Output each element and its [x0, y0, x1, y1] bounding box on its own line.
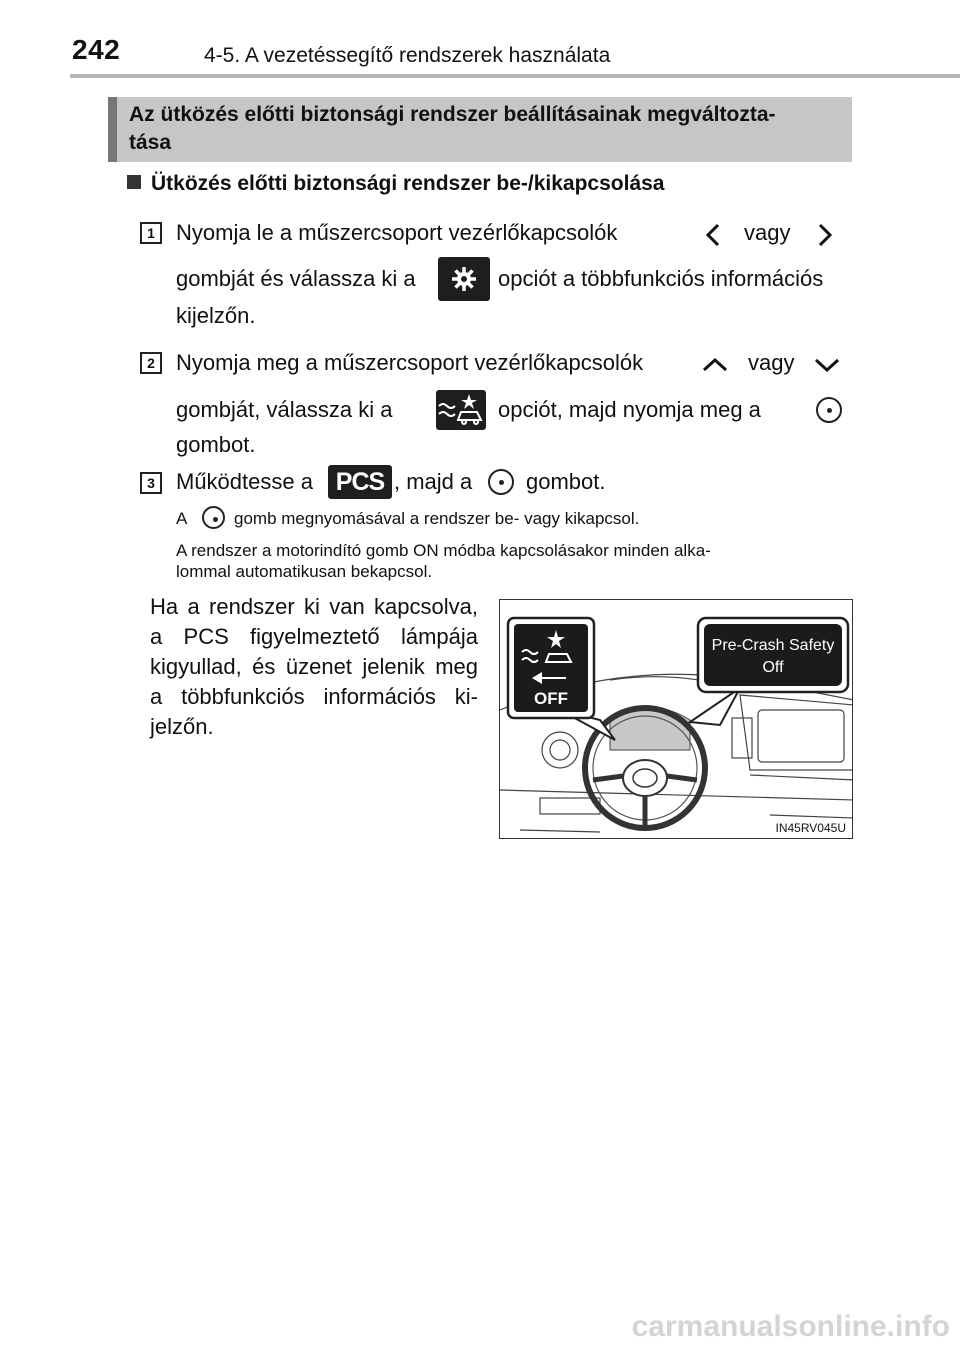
figure-code: IN45RV045U: [775, 821, 846, 835]
body-line-2: a PCS figyelmeztető lámpája: [150, 624, 478, 649]
chevron-up-icon: [702, 357, 728, 373]
step-1-line-3: kijelzőn.: [176, 303, 256, 328]
step-1-line-2: [176, 259, 852, 299]
step-number-3: 3: [140, 472, 162, 494]
pcs-car-icon: [436, 390, 486, 430]
chapter-title: 4-5. A vezetéssegítő rendszerek használata: [204, 44, 611, 67]
note-2-line-2: lommal automatikusan bekapcsol.: [176, 562, 433, 581]
step-2-line-2: [176, 390, 852, 430]
chevron-down-icon: [814, 357, 840, 373]
section-title-line1: Az ütközés előtti biztonsági rendszer beállításainak megváltozta-: [129, 103, 776, 126]
figure-off-text: OFF: [534, 689, 568, 708]
note-2-line-1: A rendszer a motorindító gomb ON módba kapcsolásakor minden alka-: [176, 541, 711, 560]
figure-message-line-1: Pre-Crash Safety: [711, 637, 835, 654]
figure-message-line-2: Off: [762, 659, 784, 676]
step-1-line-1: [176, 213, 848, 253]
body-line-1: Ha a rendszer ki van kapcsolva,: [150, 594, 478, 619]
ok-button-icon: [816, 397, 842, 423]
section-title-line2: tása: [129, 131, 172, 154]
body-text: [150, 592, 478, 742]
step-1-text-c: gombját és válassza ki a: [176, 266, 416, 291]
ok-button-icon: [202, 506, 225, 529]
step-number-1: 1: [140, 222, 162, 244]
ok-button-icon: [488, 469, 514, 495]
chevron-right-icon: [816, 223, 834, 247]
chevron-left-icon: [704, 223, 722, 247]
page-number: 242: [72, 34, 121, 65]
step-2-line-3: gombot.: [176, 432, 256, 457]
step-2-line-1: [176, 343, 848, 383]
dashboard-figure: [499, 599, 853, 839]
watermark: carmanualsonline.info: [631, 1310, 950, 1343]
gear-icon: [438, 257, 490, 301]
step-3-text-b: , majd a: [394, 469, 473, 494]
pcs-icon: PCS: [328, 465, 392, 499]
step-3-line-1: [176, 462, 848, 502]
bullet-square-icon: [127, 175, 141, 189]
note-1: [176, 508, 848, 529]
step-1-text-b: vagy: [744, 220, 791, 245]
step-1-text-d: opciót a többfunkciós információs: [498, 266, 824, 291]
step-2-text-c: gombját, válassza ki a: [176, 397, 393, 422]
section-title: [108, 97, 852, 162]
body-line-3: kigyullad, és üzenet jelenik meg: [150, 654, 478, 679]
step-2-text-d: opciót, majd nyomja meg a: [498, 397, 761, 422]
note-1-text-a: A: [176, 509, 188, 528]
step-3-text-c: gombot.: [526, 469, 606, 494]
page-header: [70, 30, 960, 78]
note-2: [176, 540, 848, 582]
step-2-text-a: Nyomja meg a műszercsoport vezérlőkapcsolók: [176, 350, 644, 375]
dashboard-illustration: [500, 600, 853, 839]
step-1-text-a: Nyomja le a műszercsoport vezérlőkapcsolók: [176, 220, 618, 245]
body-line-4: a többfunkciós információs ki-: [150, 684, 478, 709]
subheading-text: Ütközés előtti biztonsági rendszer be-/kikapcsolása: [151, 172, 665, 195]
step-2-text-b: vagy: [748, 350, 795, 375]
subheading: [127, 172, 665, 196]
body-line-5: jelzőn.: [150, 714, 214, 739]
note-1-text-b: gomb megnyomásával a rendszer be- vagy kikapcsol.: [234, 509, 640, 528]
step-number-2: 2: [140, 352, 162, 374]
step-3-text-a: Működtesse a: [176, 469, 313, 494]
